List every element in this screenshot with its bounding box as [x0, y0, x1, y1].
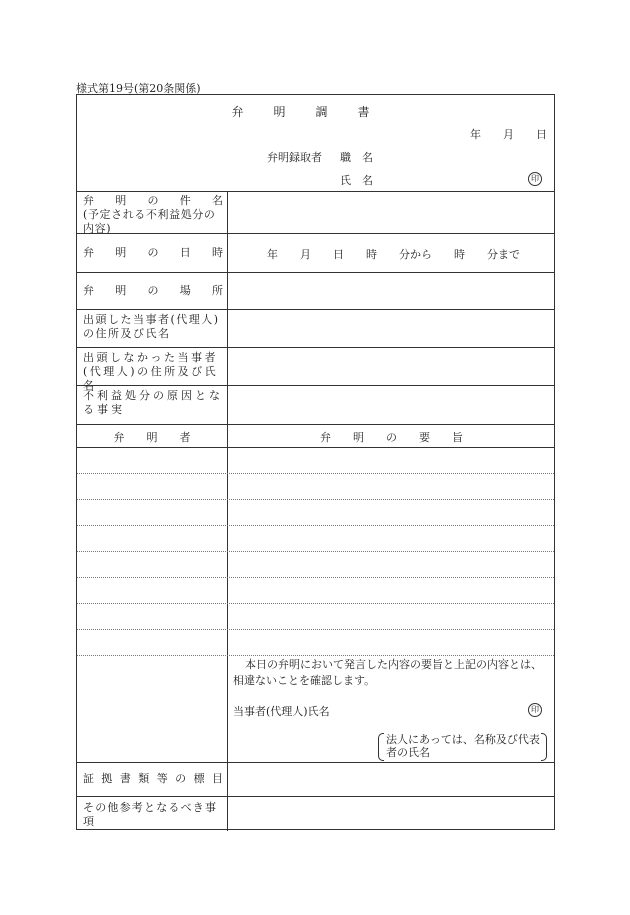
- case-name-label: [83, 194, 223, 236]
- row-divider: [77, 447, 554, 448]
- dotted-line: [77, 473, 554, 474]
- gist-column-header: 弁 明 の 要 旨: [320, 431, 463, 444]
- form-title: 弁明調書: [231, 105, 400, 119]
- party-seal-icon: 印: [528, 703, 542, 717]
- cause-facts-label: 不利益処分の原因となる事実: [83, 389, 223, 416]
- left-bracket-icon: [378, 733, 384, 761]
- position-label: 職 名: [340, 151, 373, 164]
- row-divider: [77, 272, 554, 273]
- row-divider: [77, 762, 554, 763]
- dotted-line: [77, 629, 554, 630]
- row-divider: [77, 347, 554, 348]
- row-divider: [77, 796, 554, 797]
- party-name-label: 当事者(代理人)氏名: [233, 705, 330, 718]
- right-bracket-icon: [541, 733, 547, 761]
- dotted-line: [77, 577, 554, 578]
- dotted-line: [77, 603, 554, 604]
- dotted-line: [77, 655, 554, 656]
- dotted-line: [77, 499, 554, 500]
- confirmation-text: 本日の弁明において発言した内容の要旨と上記の内容とは、相違ないことを確認します。: [233, 658, 542, 687]
- recorder-label: 弁明録取者: [267, 151, 322, 164]
- form-number-label: 様式第19号(第20条関係): [76, 82, 201, 95]
- evidence-list-label: 証拠書類等の標目: [83, 772, 223, 785]
- datetime-label: 弁 明 の 日 時: [83, 246, 223, 259]
- row-divider: [77, 191, 554, 192]
- case-name-label-line1: 弁 明 の 件 名: [83, 194, 223, 207]
- row-divider: [77, 424, 554, 425]
- dotted-line: [77, 525, 554, 526]
- datetime-value: 年 月 日 時 分から 時 分まで: [267, 248, 520, 261]
- recorder-seal-icon: 印: [528, 172, 542, 186]
- not-attended-party-label: 出頭しなかった当事者(代理人)の住所及び氏名: [83, 351, 219, 392]
- dotted-line: [77, 551, 554, 552]
- recorder-name-label: 氏 名: [340, 174, 373, 187]
- place-label: 弁 明 の 場 所: [83, 284, 223, 297]
- other-reference-label: その他参考となるべき事項: [83, 801, 218, 828]
- corporation-note: 法人にあっては、名称及び代表者の氏名: [386, 733, 540, 759]
- case-name-label-line2: (予定される不利益処分の内容): [83, 208, 216, 235]
- statement-record-form: [76, 94, 555, 830]
- attended-party-label: 出頭した当事者(代理人)の住所及び氏名: [83, 313, 220, 340]
- row-divider: [77, 309, 554, 310]
- speaker-column-header: 弁 明 者: [113, 431, 191, 444]
- date-line: 年 月 日: [470, 128, 547, 141]
- column-divider: [227, 191, 228, 831]
